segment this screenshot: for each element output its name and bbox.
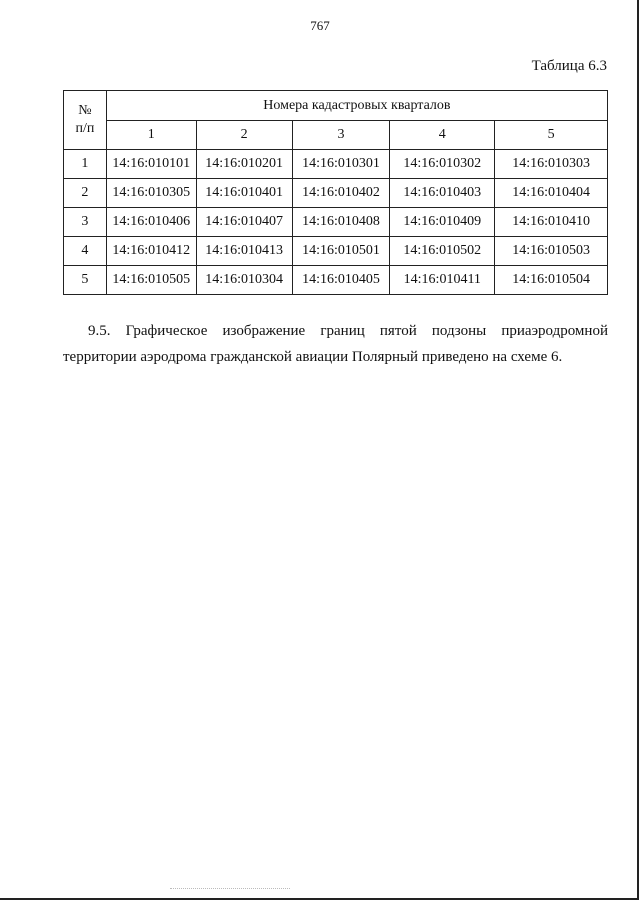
table-cell: 14:16:010302 xyxy=(390,150,495,179)
table-cell: 14:16:010403 xyxy=(390,179,495,208)
table-cell: 14:16:010406 xyxy=(106,208,196,237)
table-cell: 14:16:010410 xyxy=(495,208,608,237)
paragraph-line-1 xyxy=(63,318,608,344)
table-header-row xyxy=(64,91,608,121)
cadastral-quarters-header: Номера кадастровых кварталов xyxy=(106,91,607,121)
cadastral-quarters-table xyxy=(63,90,608,295)
table-cell: 14:16:010503 xyxy=(495,237,608,266)
paragraph-word: подзоны xyxy=(431,323,487,339)
table-cell: 14:16:010408 xyxy=(292,208,390,237)
column-number: 1 xyxy=(106,121,196,150)
row-number-header xyxy=(64,91,107,150)
row-number-header-line1: № xyxy=(78,103,92,118)
table-cell: 14:16:010409 xyxy=(390,208,495,237)
table-column-numbers-row xyxy=(64,121,608,150)
table-cell: 14:16:010504 xyxy=(495,266,608,295)
table-cell: 14:16:010305 xyxy=(106,179,196,208)
row-number: 5 xyxy=(64,266,107,295)
paragraph-word: изображение xyxy=(222,323,306,339)
scan-artifact xyxy=(170,888,290,893)
column-number: 5 xyxy=(495,121,608,150)
table-row xyxy=(64,179,608,208)
row-number: 1 xyxy=(64,150,107,179)
row-number: 2 xyxy=(64,179,107,208)
table-cell: 14:16:010404 xyxy=(495,179,608,208)
table-cell: 14:16:010401 xyxy=(196,179,292,208)
row-number: 3 xyxy=(64,208,107,237)
table-cell: 14:16:010412 xyxy=(106,237,196,266)
table-cell: 14:16:010303 xyxy=(495,150,608,179)
paragraph-line-2: территории аэродрома гражданской авиации Полярный приведено на схеме 6. xyxy=(63,349,563,365)
table-cell: 14:16:010413 xyxy=(196,237,292,266)
table-cell: 14:16:010411 xyxy=(390,266,495,295)
table-cell: 14:16:010405 xyxy=(292,266,390,295)
table-cell: 14:16:010407 xyxy=(196,208,292,237)
paragraph-word: приаэродромной xyxy=(501,323,608,339)
table-cell: 14:16:010101 xyxy=(106,150,196,179)
page-number: 767 xyxy=(310,18,330,33)
column-number: 3 xyxy=(292,121,390,150)
table-cell: 14:16:010502 xyxy=(390,237,495,266)
table-row xyxy=(64,150,608,179)
table-row xyxy=(64,208,608,237)
column-number: 2 xyxy=(196,121,292,150)
table-cell: 14:16:010301 xyxy=(292,150,390,179)
table-cell: 14:16:010304 xyxy=(196,266,292,295)
column-number: 4 xyxy=(390,121,495,150)
table-cell: 14:16:010505 xyxy=(106,266,196,295)
paragraph-word: Графическое xyxy=(125,323,208,339)
paragraph-word: границ xyxy=(320,323,365,339)
table-cell: 14:16:010402 xyxy=(292,179,390,208)
table-row xyxy=(64,237,608,266)
table-caption: Таблица 6.3 xyxy=(531,58,607,74)
paragraph-word: пятой xyxy=(379,323,417,339)
paragraph-9-5 xyxy=(63,318,608,370)
paragraph-word: 9.5. xyxy=(88,323,111,339)
row-number-header-line2: п/п xyxy=(75,121,95,136)
table-cell: 14:16:010201 xyxy=(196,150,292,179)
row-number: 4 xyxy=(64,237,107,266)
table-row xyxy=(64,266,608,295)
table-cell: 14:16:010501 xyxy=(292,237,390,266)
